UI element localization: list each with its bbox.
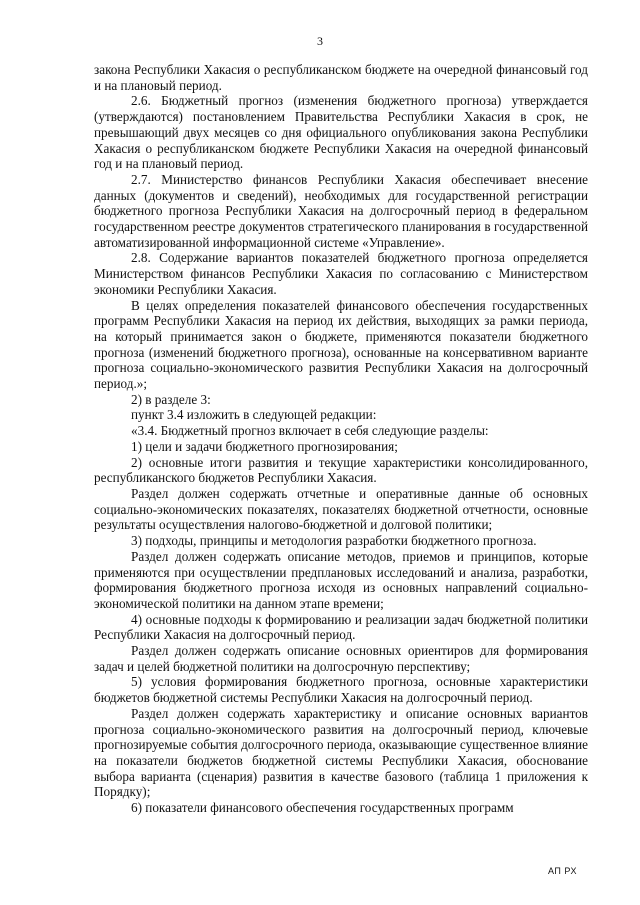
list-item-3-description: Раздел должен содержать описание методов, приемов и принципов, которые применяются при осуществлении предплановых исследований и анализа, разработки, формирования бюджетного прогноза исходя из основных направлений социально-экономической политики на данном этапе времени; — [94, 548, 588, 611]
list-item-4: 4) основные подходы к формированию и реализации задач бюджетной политики Республики Хакасия на долгосрочный период. — [94, 611, 588, 643]
list-item-5-description: Раздел должен содержать характеристику и описание основных вариантов прогноза социально-экономического развития на долгосрочный период, ключевые прогнозируемые события долгосрочного периода, оказывающие существенное влияние на показатели бюджетов бюджетной системы Республики Хакасия, обоснование выбора варианта (сценария) развития в качестве базового (таблица 1 приложения к Порядку); — [94, 705, 588, 800]
list-item-4-description: Раздел должен содержать описание основных ориентиров для формирования задач и целей бюджетной политики на долгосрочную перспективу; — [94, 643, 588, 674]
paragraph-3-4-intro: пункт 3.4 изложить в следующей редакции: — [131, 407, 377, 423]
document-body — [94, 62, 588, 816]
list-item-6: 6) показатели финансового обеспечения государственных программ — [131, 800, 514, 816]
paragraph-2-6: 2.6. Бюджетный прогноз (изменения бюджетного прогноза) утверждается (утверждаются) постановлением Правительства Республики Хакасия в срок, не превышающий двух месяцев со дня официального опубликования закона Республики Хакасия о республиканском бюджете Республики Хакасия на очередной финансовый год и на плановый период. — [94, 93, 588, 172]
list-item-3: 3) подходы, принципы и методология разработки бюджетного прогноза. — [131, 533, 537, 549]
paragraph-section-3-item: 2) в разделе 3: — [131, 391, 211, 407]
paragraph-3-4-heading: «3.4. Бюджетный прогноз включает в себя следующие разделы: — [131, 423, 489, 439]
paragraph-law-continuation: закона Республики Хакасия о республиканском бюджете на очередной финансовый год и на плановый период. — [94, 62, 588, 93]
page-number: 3 — [317, 34, 323, 48]
list-item-2-description: Раздел должен содержать отчетные и оперативные данные об основных социально-экономических показателях, показателях бюджетной отчетности, основные результаты осуществления налогово-бюджетной и долговой политики; — [94, 485, 588, 533]
paragraph-2-8: 2.8. Содержание вариантов показателей бюджетного прогноза определяется Министерством финансов Республики Хакасия по согласованию с Министерством экономики Республики Хакасия. — [94, 250, 588, 297]
list-item-1: 1) цели и задачи бюджетного прогнозирования; — [131, 438, 398, 454]
list-item-2: 2) основные итоги развития и текущие характеристики консолидированного, республиканского бюджетов Республики Хакасия. — [94, 454, 588, 486]
paragraph-financing-targets: В целях определения показателей финансового обеспечения государственных программ Республики Хакасия на период их действия, выходящих за рамки периода, на который принимается закон о бюджете, применяются показатели бюджетного прогноза (изменений бюджетного прогноза), основанные на консервативном варианте прогноза социально-экономического развития Республики Хакасия на долгосрочный период.»; — [94, 297, 588, 392]
paragraph-2-7: 2.7. Министерство финансов Республики Хакасия обеспечивает внесение данных (документов и сведений), необходимых для государственной регистрации бюджетного прогноза Республики Хакасия на долгосрочный период в федеральном государственном реестре документов стратегического планирования в государственной автоматизированной информационной системе «Управление». — [94, 171, 588, 250]
footer-mark: АП РХ — [548, 866, 577, 876]
list-item-5: 5) условия формирования бюджетного прогноза, основные характеристики бюджетов бюджетной системы Республики Хакасия на долгосрочный период. — [94, 674, 588, 706]
